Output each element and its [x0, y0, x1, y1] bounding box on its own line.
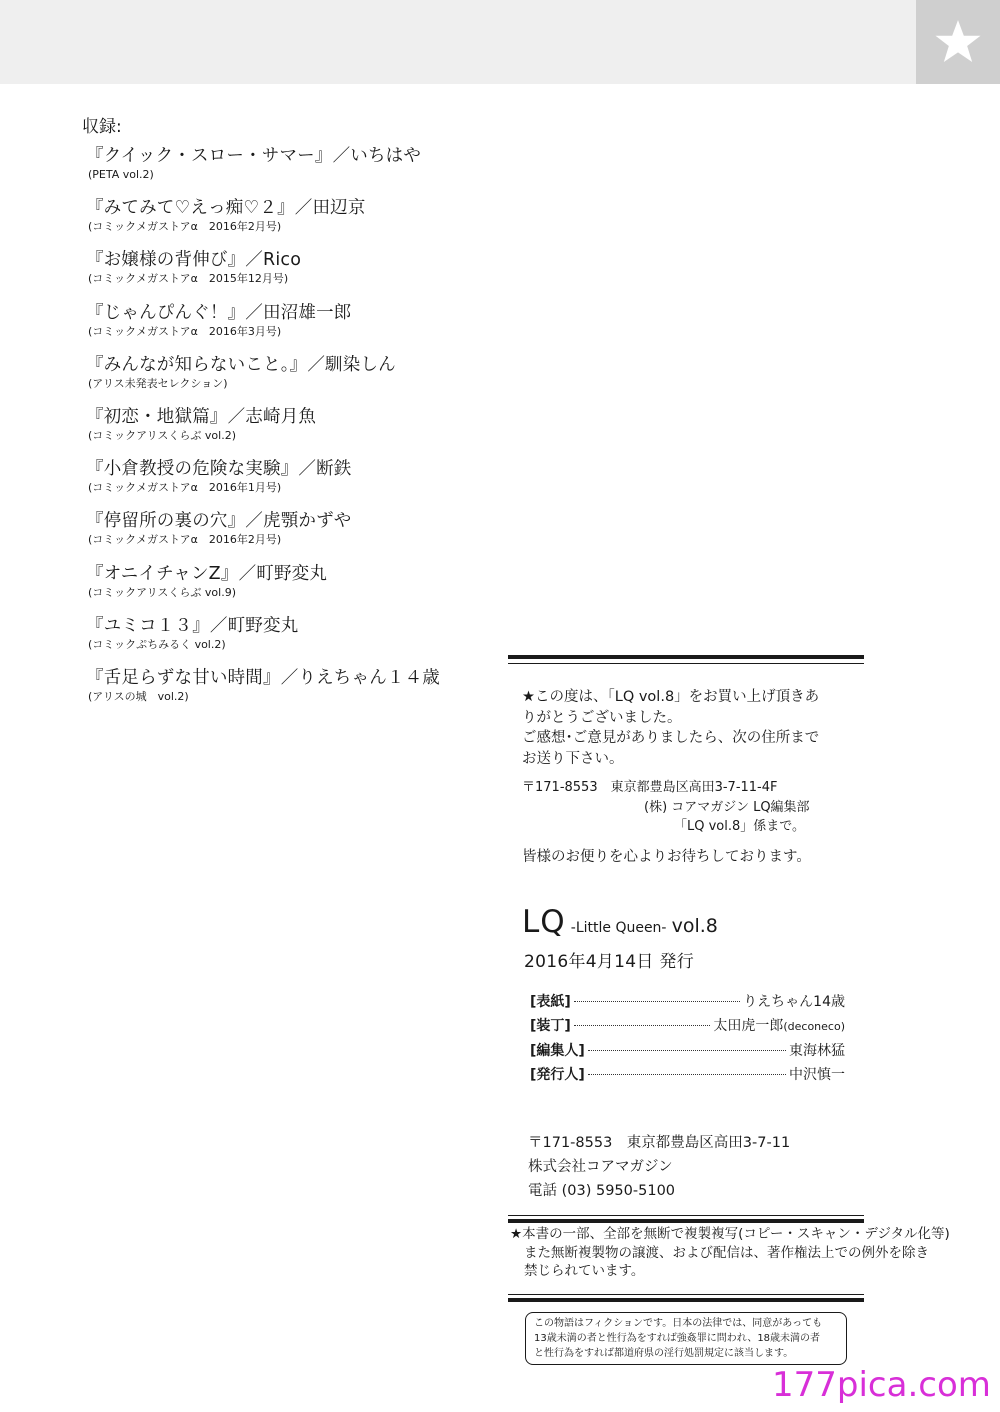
contents-entry: [86, 405, 506, 457]
entry-title: 『オニイチャンZ』／町野変丸: [86, 563, 328, 584]
entry-title: 『クイック・スロー・サマー』／いちはや: [86, 146, 422, 166]
contents-entry: [86, 353, 506, 405]
thanks-line: りがとうございました。: [522, 709, 682, 726]
divider-middle: [508, 1219, 864, 1223]
publisher-phone: 電話 (03) 5950-5100: [528, 1183, 676, 1199]
entry-source: (コミックメガストアα 2016年1月号): [88, 481, 282, 495]
entry-title: 『舌足らずな甘い時間』／りえちゃん１４歳: [86, 667, 440, 688]
credit-name: 中沢慎一: [789, 1066, 845, 1083]
credit-leader-dots: [588, 1050, 786, 1051]
entry-source: (PETA vol.2): [88, 168, 154, 181]
entry-title: 『停留所の裏の穴』／虎顎かずや: [86, 511, 352, 532]
copyright-line: 禁じられています。: [524, 1263, 645, 1279]
credit-name: 太田虎一郎: [713, 1018, 784, 1035]
publisher-postal: 〒171-8553 東京都豊島区高田3-7-11: [528, 1135, 791, 1151]
credit-name: りえちゃん14歳: [743, 994, 845, 1010]
credit-row: [530, 991, 845, 1015]
closing-message: 皆様のお便りを心よりお待ちしております。: [522, 849, 811, 865]
publication-date: 2016年4月14日 発行: [524, 952, 695, 972]
entry-title: 『みてみて♡えっ痴♡２』／田辺京: [86, 198, 366, 219]
title-volume: vol.8: [671, 915, 718, 937]
contents-entry: [86, 196, 506, 248]
entry-source: (コミックぷちみるく vol.2): [88, 637, 226, 651]
address-line: (株) コアマガジン LQ編集部: [644, 799, 810, 815]
entry-source: (コミックメガストアα 2016年3月号): [88, 324, 282, 338]
contents-entry: [86, 666, 506, 718]
credit-note: (deconeco): [783, 1020, 845, 1034]
corner-star-box: [916, 0, 1000, 84]
divider-top: [508, 655, 864, 659]
fiction-notice: [525, 1312, 847, 1365]
credit-value: [789, 1064, 845, 1084]
credit-value: [713, 1015, 845, 1035]
entry-source: (コミックメガストアα 2016年2月号): [88, 220, 282, 234]
publisher-company: 株式会社コアマガジン: [528, 1159, 673, 1175]
address-line: 〒171-8553 東京都豊島区高田3-7-11-4F: [522, 780, 778, 795]
entry-title: 『じゃんぴんぐ！』／田沼雄一郎: [86, 302, 352, 323]
entry-title: 『初恋・地獄篇』／志崎月魚: [86, 406, 317, 427]
publication-title: [522, 904, 718, 940]
entry-source: (コミックメガストアα 2015年12月号): [88, 272, 289, 286]
entry-title: 『ユミコ１３』／町野変丸: [86, 615, 299, 636]
entry-source: (コミックメガストアα 2016年2月号): [88, 533, 282, 547]
address-line: 「LQ vol.8」係まで。: [674, 819, 806, 834]
divider-top-thin: [508, 663, 864, 664]
contents-heading: 収録:: [82, 117, 122, 137]
credit-label: [発行人]: [530, 1066, 585, 1083]
contents-entry: [86, 562, 506, 614]
publisher-info: [528, 1131, 790, 1203]
fiction-line: 13歳未満の者と性行為をすれば強姦罪に問われ、18歳未満の者: [534, 1333, 821, 1344]
copyright-notice: [510, 1225, 950, 1281]
thanks-line: ご感想･ご意見がありましたら、次の住所まで: [522, 730, 820, 746]
header-band: [0, 0, 916, 84]
credit-row: [530, 1015, 845, 1039]
credit-label: [編集人]: [530, 1042, 585, 1059]
entry-title: 『お嬢様の背伸び』／Rico: [86, 250, 302, 271]
title-logo: LQ: [522, 904, 566, 940]
thanks-line: ★この度は、「LQ vol.8」をお買い上げ頂きあ: [522, 689, 820, 705]
contents-entry: [86, 614, 506, 666]
contents-list: [86, 144, 506, 718]
divider-bottom-thin: [508, 1294, 864, 1295]
credit-leader-dots: [588, 1074, 786, 1075]
copyright-line: また無断複製物の譲渡、および配信は、著作権法上での例外を除き: [524, 1244, 929, 1261]
credit-name: 東海林猛: [789, 1042, 845, 1059]
thanks-message: [522, 687, 862, 769]
star-icon: [933, 17, 983, 67]
thanks-line: お送り下さい。: [522, 750, 624, 767]
entry-title: 『小倉教授の危険な実験』／断鉄: [86, 459, 352, 480]
entry-source: (アリス未発表セレクション): [88, 376, 228, 390]
credits-list: [530, 991, 845, 1088]
fiction-line: と性行為をすれば都道府県の淫行処罰規定に該当します。: [534, 1348, 794, 1359]
credit-label: [表紙]: [530, 994, 571, 1010]
credit-label: [装丁]: [530, 1018, 571, 1035]
contents-entry: [86, 248, 506, 300]
entry-source: (コミックアリスくらぶ vol.2): [88, 428, 236, 442]
contents-entry: [86, 144, 506, 196]
entry-source: (コミックアリスくらぶ vol.9): [88, 585, 236, 599]
entry-source: (アリスの城 vol.2): [88, 689, 189, 703]
watermark: 177pica.com: [772, 1365, 991, 1405]
credit-row: [530, 1064, 845, 1088]
contents-entry: [86, 457, 506, 509]
contents-entry: [86, 509, 506, 561]
divider-middle-thin: [508, 1215, 864, 1216]
editorial-address: [522, 778, 810, 837]
divider-bottom: [508, 1298, 864, 1302]
credit-row: [530, 1040, 845, 1064]
copyright-line: ★本書の一部、全部を無断で複製複写(コピー・スキャン・デジタル化等): [510, 1226, 950, 1242]
title-subtitle: -Little Queen-: [570, 920, 667, 936]
credit-value: [743, 991, 845, 1011]
contents-entry: [86, 301, 506, 353]
fiction-line: この物語はフィクションです。日本の法律では、同意があっても: [534, 1318, 823, 1329]
credit-leader-dots: [574, 1001, 740, 1002]
credit-leader-dots: [574, 1025, 711, 1026]
credit-value: [789, 1040, 845, 1060]
entry-title: 『みんなが知らないこと。』／馴染しん: [86, 354, 396, 375]
